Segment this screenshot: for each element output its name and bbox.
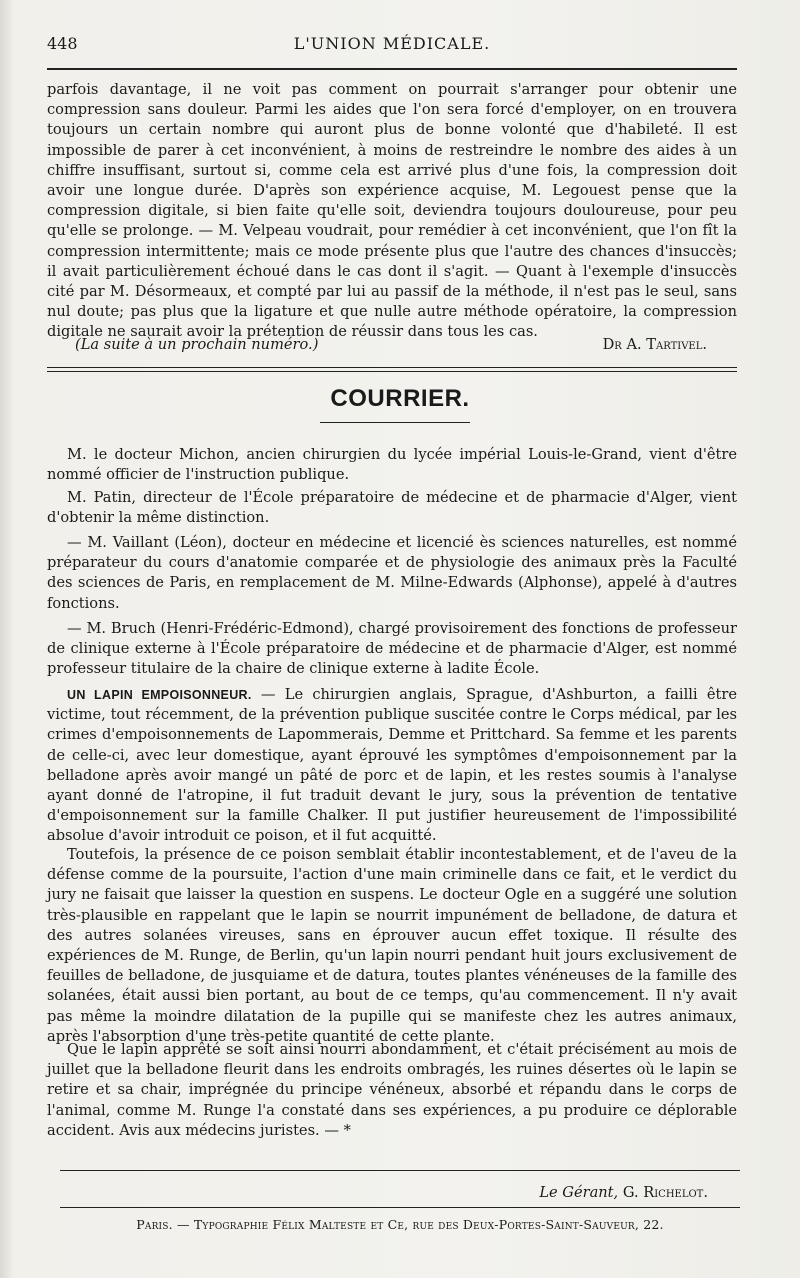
header-rule — [47, 68, 737, 70]
courrier-paragraph-4: — M. Bruch (Henri-Frédéric-Edmond), chargé provisoirement des fonctions de professeur de clinique externe à l'École préparatoire de médecine et de pharmacie d'Alger, est nommé professeur titulaire de la chaire de clinique externe à ladite École. — [47, 620, 737, 678]
printer-imprint: Paris. — Typographie Félix Malteste et Ce, rue des Deux-Portes-Saint-Sauveur, 22. — [136, 1217, 664, 1232]
courrier-paragraph-6: Toutefois, la présence de ce poison semblait établir incontestablement, et de l'aveu de la défense comme de la poursuite, l'action d'une main criminelle dans ce fait, et le verdict du jury ne faisait que laisser la question en suspens. Le docteur Ogle en a suggéré une solution très-plausible en rappelant que le lapin se nourrit impunément de belladone, de datura et des autres solanées vireuses, sans en éprouver aucun effet toxique. Il résulte des expériences de M. Runge, de Berlin, qu'un lapin nourri pendant huit jours exclusivement de feuilles de belladone, de jusquiame et de datura, toutes plantes vénéneuses de la famille des solanées, était aussi bien portant, au bout de ce temps, qu'au commencement. Il n'y avait pas même la moindre dilatation de la pupille qui se manifeste chez les autres animaux, après l'absorption d'une très-petite quantité de cette plante. — [47, 846, 737, 1045]
page-header — [47, 34, 737, 58]
section-title-underline — [320, 422, 470, 423]
imprint-rule — [60, 1207, 740, 1208]
section-title: COURRIER. — [330, 385, 470, 412]
gerant-line — [539, 1184, 708, 1201]
running-title: L'UNION MÉDICALE. — [293, 34, 491, 53]
rabbit-story-text: — Le chirurgien anglais, Sprague, d'Ashburton, a failli être victime, tout récemment, de la prévention publique suscitée contre le Corps médical, par les crimes d'empoisonnements de Lapommerais, Demme et Prittchard. Sa femme et les parents de celle-ci, avec leur domestique, ayant éprouvé les symptômes d'empoisonnement par la belladone après avoir mangé un pâté de porc et de lapin, et les restes soumis à l'analyse ayant donné de l'atropine, il fut traduit devant le jury, sous la prévention de tentative d'empoisonnement sur la famille Chalker. Il put justifier heureusement de l'impossibilité absolue d'avoir introduit ce poison, et il fut acquitté. — [47, 686, 737, 845]
courrier-paragraph-7: Que le lapin apprêté se soit ainsi nourri abondamment, et c'était précisément au mois de juillet que la belladone fleurit dans les endroits ombragés, les ruines désertes où le lapin se retire et sa chair, imprégnée du principe vénéneux, absorbé et répandu dans le corps de l'animal, comme M. Runge l'a constaté dans ses expériences, a pu produire ce déplorable accident. Avis aux médecins juristes. — * — [47, 1041, 737, 1139]
courrier-paragraph-3: — M. Vaillant (Léon), docteur en médecine et licencié ès sciences naturelles, est nommé préparateur du cours d'anatomie comparée et de physiologie des animaux près la Faculté des sciences de Paris, en remplacement de M. Milne-Edwards (Alphonse), appelé à d'autres fonctions. — [47, 534, 737, 612]
courrier-paragraph-1: M. le docteur Michon, ancien chirurgien du lycée impérial Louis-le-Grand, vient d'être nommé officier de l'instruction publique. — [47, 446, 737, 484]
section-double-rule-top — [47, 367, 737, 368]
article-continuation: parfois davantage, il ne voit pas comment on pourrait s'arranger pour obtenir une compression sans douleur. Parmi les aides que l'on sera forcé d'employer, on en trouvera toujours un certain nombre qui auront plus de bonne volonté que d'habileté. Il est impossible de parer à cet inconvénient, à moins de restreindre le nombre des aides à un chiffre insuffisant, surtout si, comme cela est arrivé plus d'une fois, la compression doit avoir une longue durée. D'après son expérience acquise, M. Legouest pense que la compression digitale, si bien faite qu'elle soit, deviendra toujours douloureuse, pour peu qu'elle se prolonge. — M. Velpeau voudrait, pour remédier à cet inconvénient, que l'on fît la compression intermittente; mais ce mode présente plus que l'autre des chances d'insuccès; il avait particulièrement échoué dans le cas dont il s'agit. — Quant à l'exemple d'insuccès cité par M. Désormeaux, et compté par lui au passif de la méthode, il n'est pas le seul, sans nul doute; pas plus que la ligature et que nulle autre méthode opératoire, la compression digitale ne saurait avoir la prétention de réussir dans tous les cas. — [47, 81, 737, 341]
rabbit-headline: UN LAPIN EMPOISONNEUR. — [67, 688, 252, 702]
gerant-label: Le Gérant, — [539, 1184, 619, 1201]
continued-note: (La suite à un prochain numéro.) — [75, 336, 319, 353]
page-number: 448 — [47, 34, 78, 53]
gerant-name: G. Richelot. — [622, 1184, 708, 1201]
section-double-rule-bottom — [47, 371, 737, 372]
footer-rule — [60, 1170, 740, 1171]
courrier-paragraph-5 — [47, 685, 737, 847]
article-author: Dr A. Tartivel. — [602, 336, 707, 353]
courrier-paragraph-2: M. Patin, directeur de l'École préparatoire de médecine et de pharmacie d'Alger, vient d'obtenir la même distinction. — [47, 489, 737, 527]
